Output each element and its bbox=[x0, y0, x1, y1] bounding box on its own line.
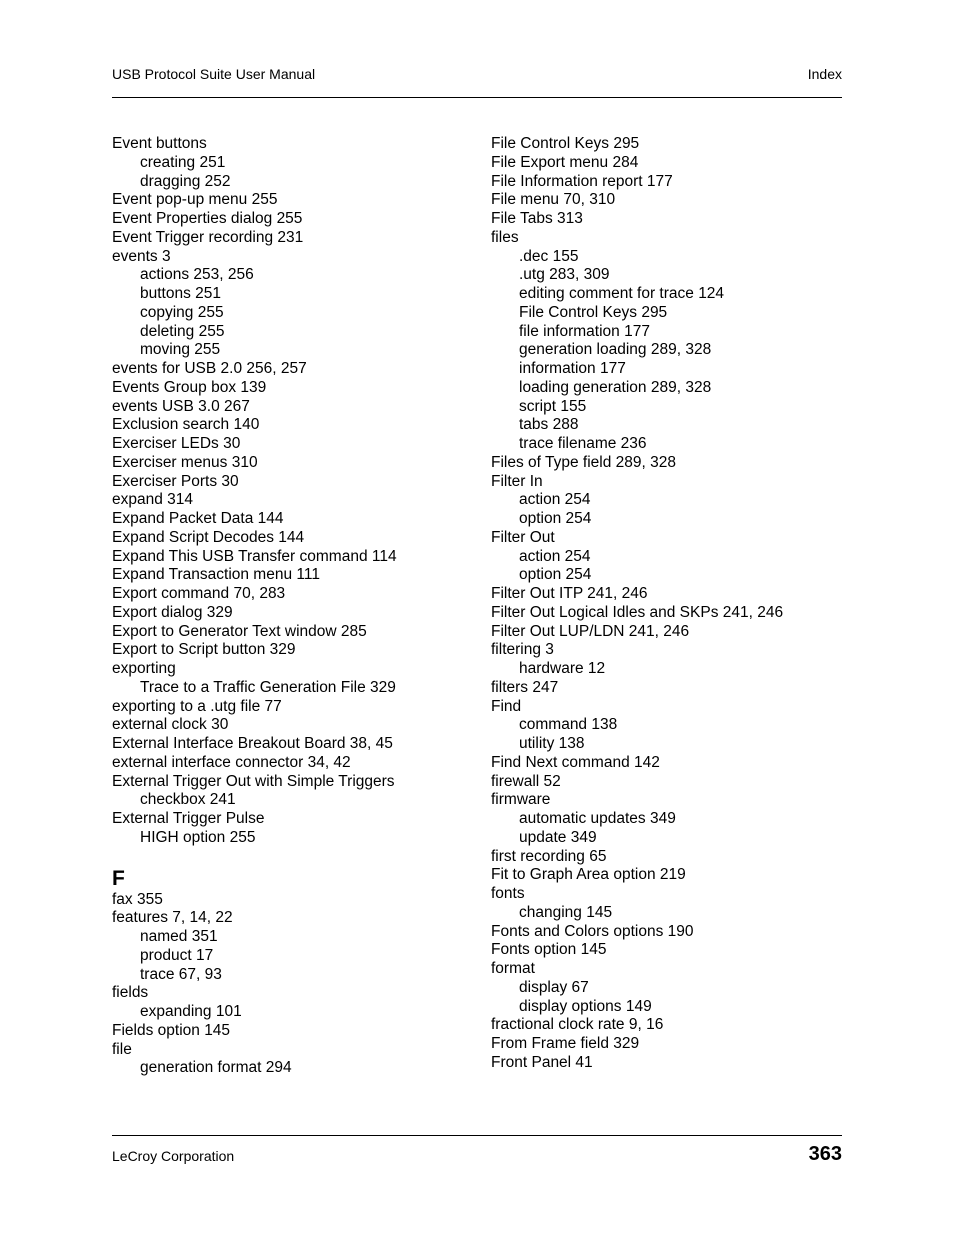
section-letter: F bbox=[112, 866, 125, 890]
index-entry: Find bbox=[491, 697, 522, 715]
index-entry: filtering 3 bbox=[491, 641, 554, 659]
index-subentry: display options 149 bbox=[519, 997, 652, 1015]
index-entry: external clock 30 bbox=[112, 716, 229, 734]
index-subentry: HIGH option 255 bbox=[140, 828, 256, 846]
index-subentry: update 349 bbox=[519, 828, 597, 846]
index-entry: Fonts option 145 bbox=[491, 941, 607, 959]
index-subentry: loading generation 289, 328 bbox=[519, 378, 712, 396]
index-entry: Filter Out bbox=[491, 528, 555, 546]
index-subentry: named 351 bbox=[140, 928, 218, 945]
index-subentry: creating 251 bbox=[140, 153, 226, 171]
index-entry: Filter In bbox=[491, 472, 543, 490]
index-entry: firmware bbox=[491, 791, 551, 809]
index-subentry: hardware 12 bbox=[519, 660, 606, 677]
index-column-left bbox=[112, 135, 482, 1078]
index-entry: format bbox=[491, 960, 535, 977]
index-entry: expand 314 bbox=[112, 491, 194, 509]
index-entry: filters 247 bbox=[491, 678, 559, 696]
index-entry: files bbox=[491, 228, 519, 246]
index-entry: fractional clock rate 9, 16 bbox=[491, 1016, 664, 1034]
index-entries-f-continued bbox=[491, 135, 842, 1073]
index-entry: features 7, 14, 22 bbox=[112, 909, 233, 927]
index-entry: External Trigger Out with Simple Triggers bbox=[112, 772, 395, 790]
index-subentry: .dec 155 bbox=[519, 247, 579, 265]
index-entry: Find Next command 142 bbox=[491, 753, 660, 771]
index-entry: Exerciser menus 310 bbox=[112, 453, 258, 471]
index-entry: Expand Script Decodes 144 bbox=[112, 528, 305, 546]
index-subentry: display 67 bbox=[519, 978, 589, 996]
index-entry: events 3 bbox=[112, 247, 171, 265]
index-entry: Files of Type field 289, 328 bbox=[491, 453, 676, 471]
index-entry: Fonts and Colors options 190 bbox=[491, 922, 694, 940]
index-subentry: File Control Keys 295 bbox=[519, 303, 668, 321]
index-entry: Expand Packet Data 144 bbox=[112, 510, 284, 527]
index-subentry: trace 67, 93 bbox=[140, 965, 222, 983]
index-subentry: option 254 bbox=[519, 510, 592, 527]
index-entry: Filter Out ITP 241, 246 bbox=[491, 585, 648, 602]
index-subentry: Trace to a Traffic Generation File 329 bbox=[140, 678, 396, 696]
index-entry: events USB 3.0 267 bbox=[112, 397, 250, 415]
index-subentry: automatic updates 349 bbox=[519, 810, 676, 827]
index-entry: fax 355 bbox=[112, 890, 163, 908]
index-subentry: utility 138 bbox=[519, 735, 585, 752]
index-entries-e bbox=[112, 135, 482, 848]
footer-company: LeCroy Corporation bbox=[112, 1148, 235, 1164]
index-entry: External Trigger Pulse bbox=[112, 810, 265, 827]
index-entry: file bbox=[112, 1040, 132, 1058]
index-entry: Expand Transaction menu 111 bbox=[112, 566, 320, 584]
index-entry: Event Properties dialog 255 bbox=[112, 210, 303, 227]
index-subentry: product 17 bbox=[140, 946, 214, 964]
index-entry: File Control Keys 295 bbox=[491, 135, 640, 152]
index-subentry: action 254 bbox=[519, 547, 591, 565]
index-entry: File Information report 177 bbox=[491, 172, 673, 190]
index-entry: External Interface Breakout Board 38, 45 bbox=[112, 735, 393, 752]
index-entry: fields bbox=[112, 984, 149, 1002]
header-title: USB Protocol Suite User Manual bbox=[112, 66, 316, 82]
index-subentry: script 155 bbox=[519, 397, 587, 415]
index-entry: events for USB 2.0 256, 257 bbox=[112, 360, 307, 377]
index-subentry: deleting 255 bbox=[140, 322, 225, 340]
index-subentry: buttons 251 bbox=[140, 285, 222, 302]
index-subentry: generation loading 289, 328 bbox=[519, 341, 712, 359]
index-entry: File Export menu 284 bbox=[491, 153, 639, 171]
index-entries-f bbox=[112, 891, 482, 1079]
index-entry: Events Group box 139 bbox=[112, 378, 267, 396]
index-entry: Exerciser Ports 30 bbox=[112, 472, 239, 490]
index-entry: Event pop-up menu 255 bbox=[112, 191, 278, 209]
index-entry: Filter Out LUP/LDN 241, 246 bbox=[491, 622, 690, 640]
index-entry: Exclusion search 140 bbox=[112, 416, 260, 434]
index-entry: Export dialog 329 bbox=[112, 603, 233, 621]
index-entry: Front Panel 41 bbox=[491, 1053, 593, 1071]
index-entry: Export command 70, 283 bbox=[112, 585, 286, 602]
header-rule bbox=[112, 97, 842, 98]
index-column-right bbox=[491, 135, 842, 1073]
index-subentry: dragging 252 bbox=[140, 172, 231, 190]
index-subentry: generation format 294 bbox=[140, 1059, 292, 1077]
index-subentry: command 138 bbox=[519, 716, 618, 734]
index-subentry: information 177 bbox=[519, 360, 626, 377]
index-entry: first recording 65 bbox=[491, 847, 607, 865]
index-entry: Filter Out Logical Idles and SKPs 241, 246 bbox=[491, 603, 784, 621]
index-entry: Expand This USB Transfer command 114 bbox=[112, 547, 397, 565]
index-subentry: editing comment for trace 124 bbox=[519, 285, 725, 302]
index-subentry: actions 253, 256 bbox=[140, 266, 254, 284]
index-subentry: file information 177 bbox=[519, 322, 650, 340]
page-number: 363 bbox=[808, 1143, 842, 1165]
index-entry: fonts bbox=[491, 885, 525, 902]
index-subentry: checkbox 241 bbox=[140, 791, 236, 809]
index-subentry: trace filename 236 bbox=[519, 435, 647, 452]
index-entry: Fit to Graph Area option 219 bbox=[491, 866, 686, 884]
index-entry: exporting bbox=[112, 660, 176, 677]
index-entry: external interface connector 34, 42 bbox=[112, 753, 351, 771]
index-entry: Exerciser LEDs 30 bbox=[112, 435, 241, 452]
index-subentry: moving 255 bbox=[140, 341, 221, 359]
index-subentry: tabs 288 bbox=[519, 416, 579, 434]
index-entry: Export to Script button 329 bbox=[112, 641, 296, 659]
index-subentry: expanding 101 bbox=[140, 1003, 242, 1020]
index-entry: From Frame field 329 bbox=[491, 1035, 640, 1052]
index-entry: exporting to a .utg file 77 bbox=[112, 697, 282, 715]
index-entry: firewall 52 bbox=[491, 772, 561, 790]
footer-rule bbox=[112, 1135, 842, 1136]
index-entry: File menu 70, 310 bbox=[491, 191, 616, 209]
index-entry: File Tabs 313 bbox=[491, 210, 583, 227]
header-section: Index bbox=[807, 66, 842, 82]
index-subentry: option 254 bbox=[519, 566, 592, 584]
index-entry: Fields option 145 bbox=[112, 1021, 231, 1039]
index-subentry: changing 145 bbox=[519, 903, 613, 921]
index-entry: Export to Generator Text window 285 bbox=[112, 622, 367, 640]
index-subentry: .utg 283, 309 bbox=[519, 266, 610, 284]
index-entry: Event Trigger recording 231 bbox=[112, 228, 304, 246]
index-subentry: action 254 bbox=[519, 491, 591, 509]
index-entry: Event buttons bbox=[112, 135, 207, 152]
index-subentry: copying 255 bbox=[140, 303, 224, 321]
